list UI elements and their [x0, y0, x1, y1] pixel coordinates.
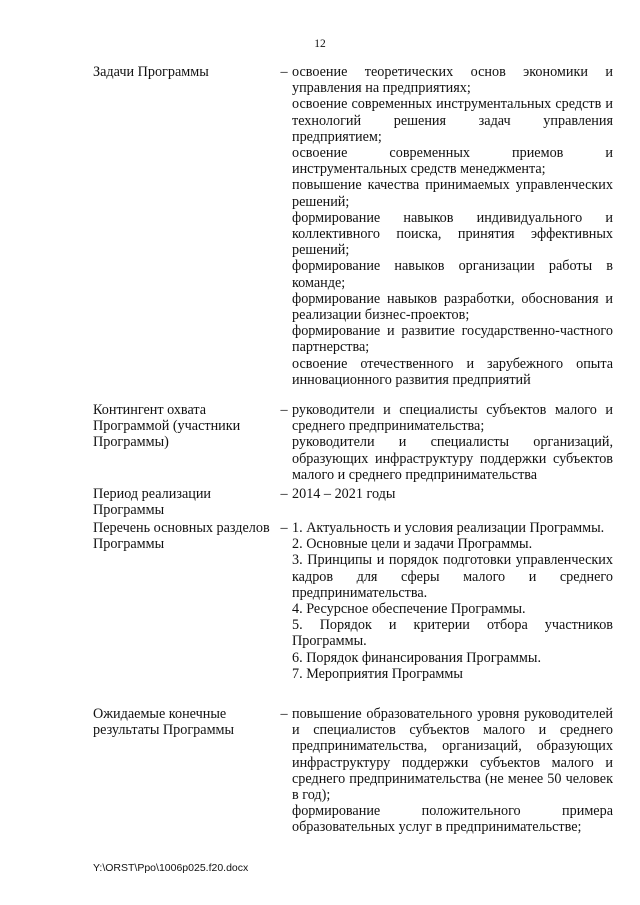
list-item: повышение образовательного уровня руководителей и специалистов субъектов малого и среднего предпринимательства, организаций, образующих инфраструктуру поддержки субъектов малого и среднего предпринимательства (не менее 50 человек в год); [292, 706, 613, 804]
list-item: формирование положительного примера образовательных услуг в предпринимательстве; [292, 803, 613, 836]
list-item: 4. Ресурсное обеспечение Программы. [292, 601, 526, 618]
list-item: повышение качества принимаемых управленческих решений; [292, 177, 613, 210]
row-label: Задачи Программы [93, 64, 209, 80]
list-item: освоение современных инструментальных средств и технологий решения задач управления предприятием; [292, 96, 613, 145]
page-number: 12 [314, 38, 326, 50]
row-label: Контингент охвата Программой (участники Программы) [93, 402, 241, 451]
table-row [93, 402, 613, 483]
row-items [292, 64, 613, 388]
row-label: Ожидаемые конечные результаты Программы [93, 706, 235, 739]
row-dash: – [280, 706, 288, 722]
row-items [292, 402, 613, 483]
row-dash: – [280, 486, 288, 502]
list-item: освоение современных приемов и инструментальных средств менеджмента; [292, 145, 613, 178]
row-dash: – [280, 520, 288, 536]
file-path-footer: Y:\ORST\Ppo\1006p025.f20.docx [93, 862, 249, 874]
row-dash: – [280, 64, 288, 80]
list-item: освоение теоретических основ экономики и управления на предприятиях; [292, 64, 613, 97]
table-row [93, 706, 613, 836]
list-item: 6. Порядок финансирования Программы. [292, 649, 541, 666]
row-dash: – [280, 402, 288, 418]
list-item: 7. Мероприятия Программы [292, 665, 463, 682]
list-item: руководители и специалисты субъектов малого и среднего предпринимательства; [292, 402, 613, 435]
table-row [93, 520, 613, 682]
list-item: 2014 – 2021 годы [292, 486, 396, 502]
list-item: 1. Актуальность и условия реализации Программы. [292, 520, 605, 536]
row-label: Перечень основных разделов Программы [93, 520, 270, 553]
table-row [93, 486, 613, 518]
row-items [292, 486, 613, 518]
list-item: 2. Основные цели и задачи Программы. [292, 536, 533, 553]
list-item: руководители и специалисты организаций, образующих инфраструктуру поддержки субъектов малого и среднего предпринимательства [292, 434, 613, 483]
list-item: 3. Принципы и порядок подготовки управленческих кадров для сферы малого и среднего предпринимательства. [292, 552, 613, 601]
list-item: формирование навыков организации работы в команде; [292, 258, 613, 291]
list-item: 5. Порядок и критерии отбора участников Программы. [292, 617, 613, 650]
table-row [93, 64, 613, 388]
list-item: формирование навыков индивидуального и коллективного поиска, принятия эффективных решений; [292, 209, 613, 259]
row-label: Период реализации Программы [93, 486, 212, 519]
list-item: освоение отечественного и зарубежного опыта инновационного развития предприятий [292, 355, 613, 388]
list-item: формирование навыков разработки, обоснования и реализации бизнес-проектов; [292, 290, 613, 324]
list-item: формирование и развитие государственно-частного партнерства; [292, 323, 613, 356]
row-items [292, 520, 613, 682]
row-items [292, 706, 613, 836]
